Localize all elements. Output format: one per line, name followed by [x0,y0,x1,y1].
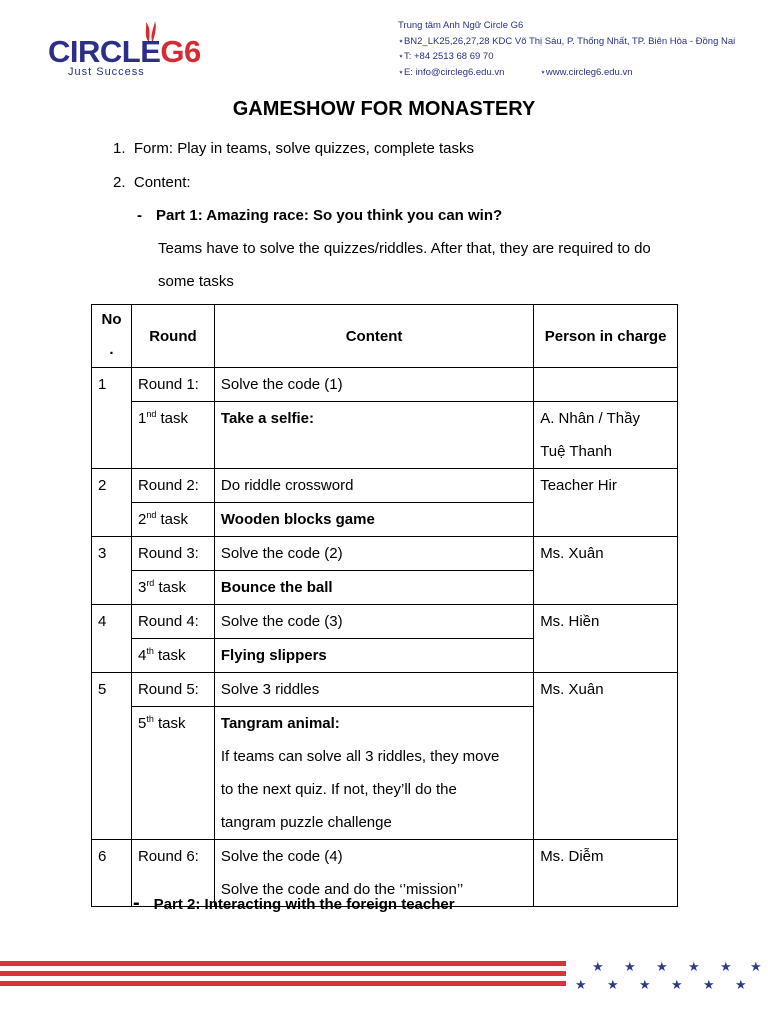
svg-text:★: ★ [575,978,587,993]
header-content: Content [214,305,533,368]
center-phone: ⋆T: +84 2513 68 69 70 [398,51,494,62]
svg-text:★: ★ [592,960,604,975]
cell-content: Bounce the ball [214,571,533,605]
center-website: www.circleg6.edu.vn [545,66,633,78]
table-row [92,469,678,503]
logo-wordmark: CIRCLEG6 [48,34,201,69]
table-row [92,402,678,469]
svg-text:★: ★ [639,978,651,993]
svg-text:★: ★ [735,978,747,993]
logo-tagline: Just Success [68,66,145,78]
cell-no: 1 [92,368,132,469]
cell-content: Solve the code (4) Solve the code and do the ‘’mission’’ [214,840,533,907]
part2-heading: - Part 2: Interacting with the foreign teacher [133,892,455,914]
contact-block [398,18,738,80]
item-content: 2. Content: [113,174,191,191]
cell-round: Round 4: [131,605,214,639]
star-bullet-icon: ⋆ [398,66,404,78]
star-bullet-icon: ⋆ [539,66,546,78]
cell-content: Take a selfie: [214,402,533,469]
svg-text:★: ★ [656,960,668,975]
cell-no: 5 [92,673,132,840]
cell-round: 2nd task [131,503,214,537]
cell-content: Solve the code (2) [214,537,533,571]
cell-person: Teacher Hir [534,469,678,537]
page-title: GAMESHOW FOR MONASTERY [232,98,536,120]
cell-person: Ms. Diễm [534,840,678,907]
cell-no: 4 [92,605,132,673]
header-person: Person in charge [534,305,678,368]
cell-content: Flying slippers [214,639,533,673]
header-round: Round [131,305,214,368]
cell-round: 4th task [131,639,214,673]
table-row [92,605,678,639]
table-row [92,368,678,402]
schedule-table [91,304,678,907]
table-row [92,673,678,707]
cell-round: 1nd task [131,402,214,469]
cell-round: 3rd task [131,571,214,605]
cell-content: Wooden blocks game [214,503,533,537]
circle-g6-logo [48,20,201,80]
svg-text:★: ★ [671,978,683,993]
svg-text:★: ★ [624,960,636,975]
cell-no: 6 [92,840,132,907]
star-bullet-icon: ⋆ [398,35,404,47]
cell-person [534,368,678,402]
part1-heading: - Part 1: Amazing race: So you think you can win? [137,207,503,224]
table-header-row [92,305,678,368]
center-address: ⋆BN2_LK25,26,27,28 KDC Võ Thị Sáu, P. Thống Nhất, TP. Biên Hòa - Đồng Nai [398,35,736,47]
cell-content: Solve 3 riddles [214,673,533,707]
item-form: 1. Form: Play in teams, solve quizzes, complete tasks [113,140,474,157]
table-row [92,537,678,571]
cell-content: Solve the code (1) [214,368,533,402]
svg-text:★: ★ [688,960,700,975]
cell-round: Round 1: [131,368,214,402]
star-bullet-icon: ⋆ [398,51,404,62]
center-email: E: info@circleg6.edu.vn [403,66,505,78]
cell-person: Ms. Hiền [534,605,678,673]
page-header [0,0,768,100]
svg-text:★: ★ [750,960,762,975]
cell-person: A. Nhân / Thầy Tuệ Thanh [534,402,678,469]
cell-no: 3 [92,537,132,605]
part1-desc-line2: some tasks [158,273,234,290]
cell-round: 5th task [131,707,214,840]
stars-decoration [575,960,762,993]
part1-desc-line1: Teams have to solve the quizzes/riddles. After that, they are required to do [158,240,651,257]
cell-content: Do riddle crossword [214,469,533,503]
cell-person: Ms. Xuân [534,673,678,840]
header-no: No . [92,305,132,368]
svg-text:★: ★ [703,978,715,993]
cell-round: Round 2: [131,469,214,503]
cell-round: Round 3: [131,537,214,571]
cell-person: Ms. Xuân [534,537,678,605]
svg-text:★: ★ [720,960,732,975]
cell-round: Round 5: [131,673,214,707]
svg-text:★: ★ [607,978,619,993]
cell-no: 2 [92,469,132,537]
cell-content: Tangram animal: If teams can solve all 3 riddles, they move to the next quiz. If not, they’ll do the tangram puzzle challenge [214,707,533,840]
cell-content: Solve the code (3) [214,605,533,639]
center-email-web [398,65,738,81]
cell-round: Round 6: [131,840,214,907]
footer-stripes-decoration [0,955,768,995]
center-name: Trung tâm Anh Ngữ Circle G6 [398,20,524,31]
